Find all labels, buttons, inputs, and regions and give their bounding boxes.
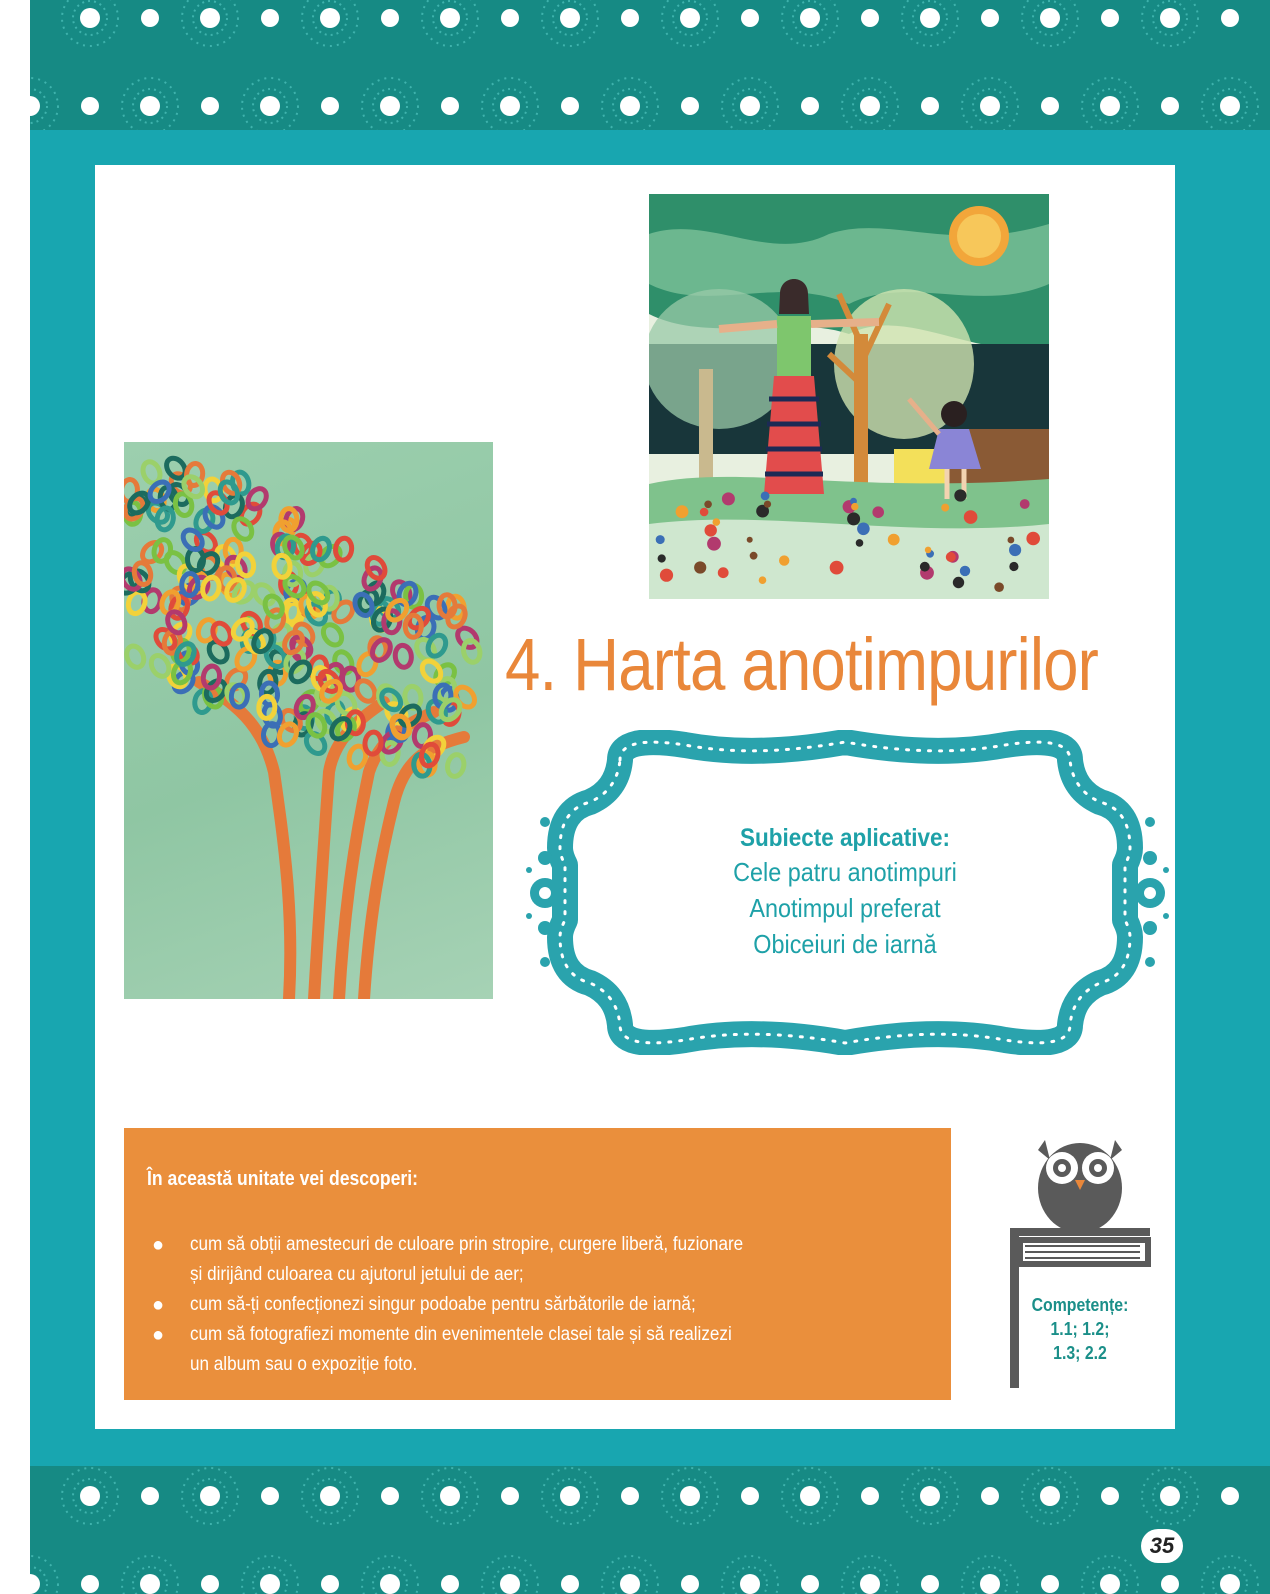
applied-subjects [605, 822, 1085, 962]
page-number: 35 [1141, 1529, 1183, 1563]
subject-item: Obiceiuri de iarnă [753, 929, 937, 959]
unit-title: 4. Harta anotimpurilor [505, 623, 1098, 706]
bullet-dot-icon: ● [152, 1324, 165, 1346]
top-dot-pattern [30, 0, 1270, 130]
paper-ring-tree-photo [124, 442, 493, 999]
bottom-decorative-band [30, 1466, 1270, 1594]
bottom-dot-pattern [30, 1466, 1270, 1594]
page-left-margin [0, 0, 30, 1594]
top-decorative-band [30, 0, 1270, 130]
list-item: ● cum să-ți confecționezi singur podoabe pentru sărbătorile de iarnă; [152, 1290, 912, 1320]
competences-block [1010, 1293, 1150, 1365]
bullet-dot-icon: ● [152, 1294, 165, 1316]
list-item: ● cum să obții amestecuri de culoare prin stropire, curgere liberă, fuzionare și dirijând culoarea cu ajutorul jetului de aer; [152, 1230, 912, 1290]
competences-label: Competențe: [1031, 1295, 1129, 1315]
unit-objectives-list [152, 1230, 912, 1380]
subject-item: Cele patru anotimpuri [733, 857, 957, 887]
bullet-dot-icon: ● [152, 1234, 165, 1256]
competences-line: 1.3; 2.2 [1053, 1343, 1107, 1363]
applied-subjects-heading: Subiecte aplicative: [739, 824, 951, 852]
subject-item: Anotimpul preferat [749, 893, 941, 923]
competences-line: 1.1; 1.2; [1050, 1319, 1110, 1339]
drawing-artwork [649, 194, 1049, 599]
child-drawing-photo [649, 194, 1049, 599]
unit-objectives-box [124, 1128, 951, 1400]
tree-artwork [124, 442, 493, 999]
unit-objectives-heading: În această unitate vei descoperi: [147, 1168, 418, 1190]
list-item: ● cum să fotografiezi momente din evenimentele clasei tale și să realizezi un album sau o expoziție foto. [152, 1320, 912, 1380]
